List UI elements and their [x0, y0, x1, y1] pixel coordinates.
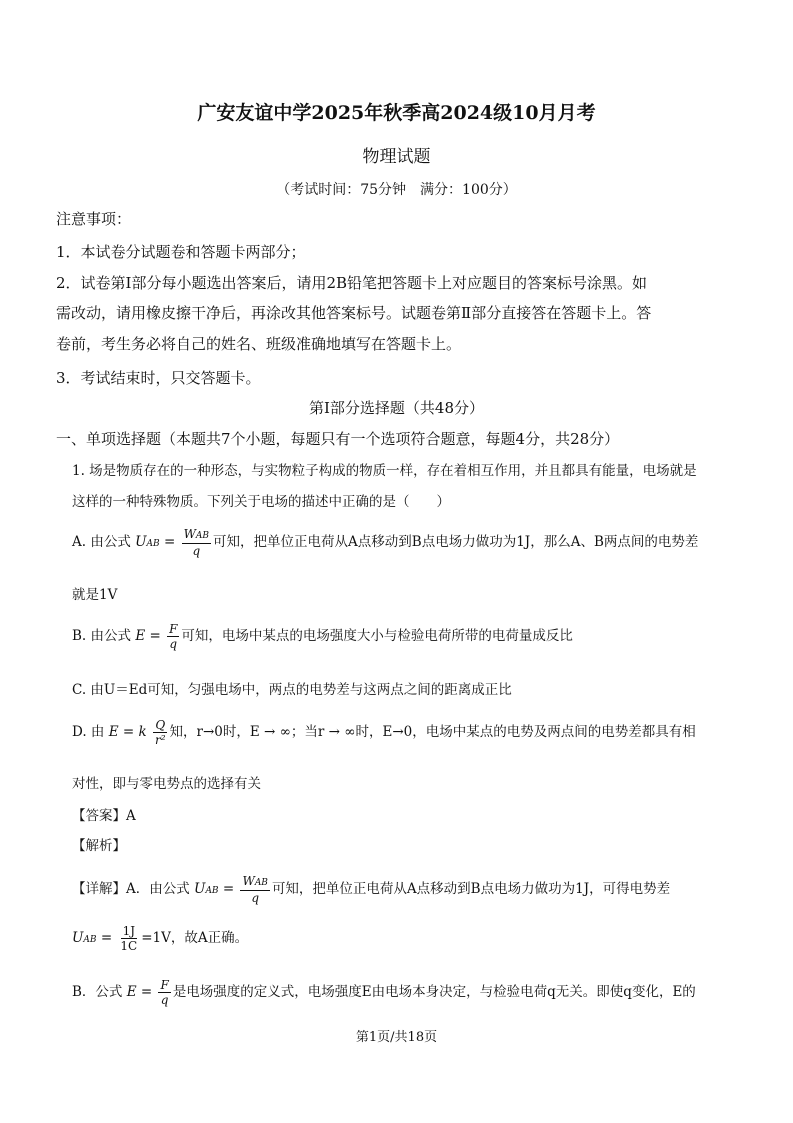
q1-detail-b-prefix: B．公式 — [72, 984, 123, 1000]
formula-q: q — [160, 993, 169, 1007]
formula-w-subscript: AB — [254, 878, 268, 888]
formula-1c: 1C — [120, 939, 138, 953]
q1-detail-suffix: 可知，把单位正电荷从A点移动到B点电场力做功为1J，可得电势差 — [271, 881, 671, 897]
formula-e: E — [108, 724, 119, 740]
q1-option-b-prefix: B. 由公式 — [72, 628, 132, 644]
formula-w-subscript: AB — [195, 531, 210, 541]
q1-option-a — [72, 527, 698, 558]
formula-k: k — [138, 724, 147, 740]
formula-equals: = — [122, 724, 135, 740]
q1-stem-line-2: 这样的一种特殊物质。下列关于电场的描述中正确的是（ ） — [72, 494, 450, 510]
q1-option-a-line-2: 就是1V — [72, 587, 118, 603]
q1-stem-line-1: 1. 场是物质存在的一种形态，与实物粒子构成的物质一样，存在着相互作用，并且都具有能量，电场就是 — [72, 463, 697, 479]
section-single-choice: 一、单项选择题（本题共7个小题，每题只有一个选项符合题意，每题4分，共28分） — [56, 430, 620, 448]
formula-u: U — [135, 534, 147, 550]
formula-w-over-q — [182, 527, 211, 558]
page-footer: 第1页/共18页 — [355, 1030, 438, 1045]
formula-f-over-q — [167, 622, 179, 651]
formula-equals: = — [163, 534, 176, 550]
q1-option-a-suffix: 可知，把单位正电荷从A点移动到B点电场力做功为1J，那么A、B两点间的电势差 — [213, 534, 699, 550]
formula-ab-subscript: AB — [146, 539, 160, 549]
formula-equals: = — [140, 984, 153, 1000]
formula-equals: = — [222, 881, 235, 897]
formula-f: F — [169, 622, 178, 636]
formula-e: E — [135, 628, 146, 644]
formula-w-over-q — [240, 874, 269, 905]
formula-q: q — [169, 637, 178, 651]
q1-option-d-text: 知，r→0时，E → ∞；当r → ∞时，E→0，电场中某点的电势及两点间的电势差都具有相 — [169, 724, 696, 740]
formula-u: U — [194, 881, 206, 897]
q1-detail-a-line-2 — [72, 924, 248, 953]
notice-item-2-line-3: 卷前，考生务必将自己的姓名、班级准确地填写在答题卡上。 — [56, 335, 462, 353]
formula-1j-over-1c — [118, 924, 139, 953]
formula-r-squared: r² — [154, 733, 166, 747]
q1-option-d — [72, 718, 696, 747]
q1-option-d-line-2: 对性，即与零电势点的选择有关 — [72, 776, 261, 792]
formula-w: W — [183, 527, 196, 541]
formula-w: W — [242, 874, 255, 888]
q1-analysis-label: 【解析】 — [72, 838, 126, 854]
notice-heading: 注意事项： — [56, 210, 132, 228]
q1-detail-a-line-2-suffix: =1V，故A正确。 — [141, 930, 249, 946]
q1-detail-a — [72, 874, 670, 905]
part1-title: 第Ⅰ部分选择题（共48分） — [308, 399, 484, 417]
formula-q: q — [251, 891, 260, 905]
q1-option-b — [72, 622, 573, 651]
notice-item-2-line-2: 需改动，请用橡皮擦干净后，再涂改其他答案标号。试题卷第Ⅱ部分直接答在答题卡上。答 — [56, 304, 652, 322]
q1-option-b-suffix: 可知，电场中某点的电场强度大小与检验电荷所带的电荷量成反比 — [181, 628, 573, 644]
q1-detail-prefix: 【详解】A．由公式 — [72, 881, 190, 897]
formula-equals: = — [149, 628, 161, 644]
exam-title: 广安友谊中学2025年秋季高2024级10月月考 — [197, 102, 596, 124]
q1-option-d-prefix: D. 由 — [72, 724, 105, 740]
notice-item-3: 3．考试结束时，只交答题卡。 — [56, 369, 261, 387]
q1-detail-b-suffix: 是电场强度的定义式，电场强度E由电场本身决定，与检验电荷q无关。即使q变化，E的 — [172, 984, 696, 1000]
formula-ab-subscript: AB — [205, 886, 219, 896]
formula-u: U — [72, 930, 84, 946]
notice-item-2-line-1: 2．试卷第Ⅰ部分每小题选出答案后，请用2B铅笔把答题卡上对应题目的答案标号涂黑。如 — [56, 274, 648, 292]
q1-option-c: C. 由U＝Ed可知，匀强电场中，两点的电势差与这两点之间的距离成正比 — [72, 682, 512, 698]
q1-answer: 【答案】A — [72, 808, 136, 824]
q1-option-a-prefix: A. 由公式 — [72, 534, 131, 550]
formula-f: F — [160, 978, 169, 992]
q1-detail-b — [72, 978, 696, 1007]
formula-equals: = — [100, 930, 113, 946]
formula-1j: 1J — [122, 924, 136, 938]
formula-q-charge: Q — [155, 718, 166, 732]
notice-item-1: 1．本试卷分试题卷和答题卡两部分； — [56, 243, 306, 261]
formula-q-over-r2 — [153, 718, 168, 747]
exam-time-info: （考试时间：75分钟 满分：100分） — [276, 182, 517, 198]
subject-title: 物理试题 — [362, 147, 431, 167]
formula-e: E — [126, 984, 137, 1000]
formula-ab-subscript: AB — [83, 935, 97, 945]
formula-f-over-q — [158, 978, 170, 1007]
formula-q: q — [192, 544, 201, 558]
